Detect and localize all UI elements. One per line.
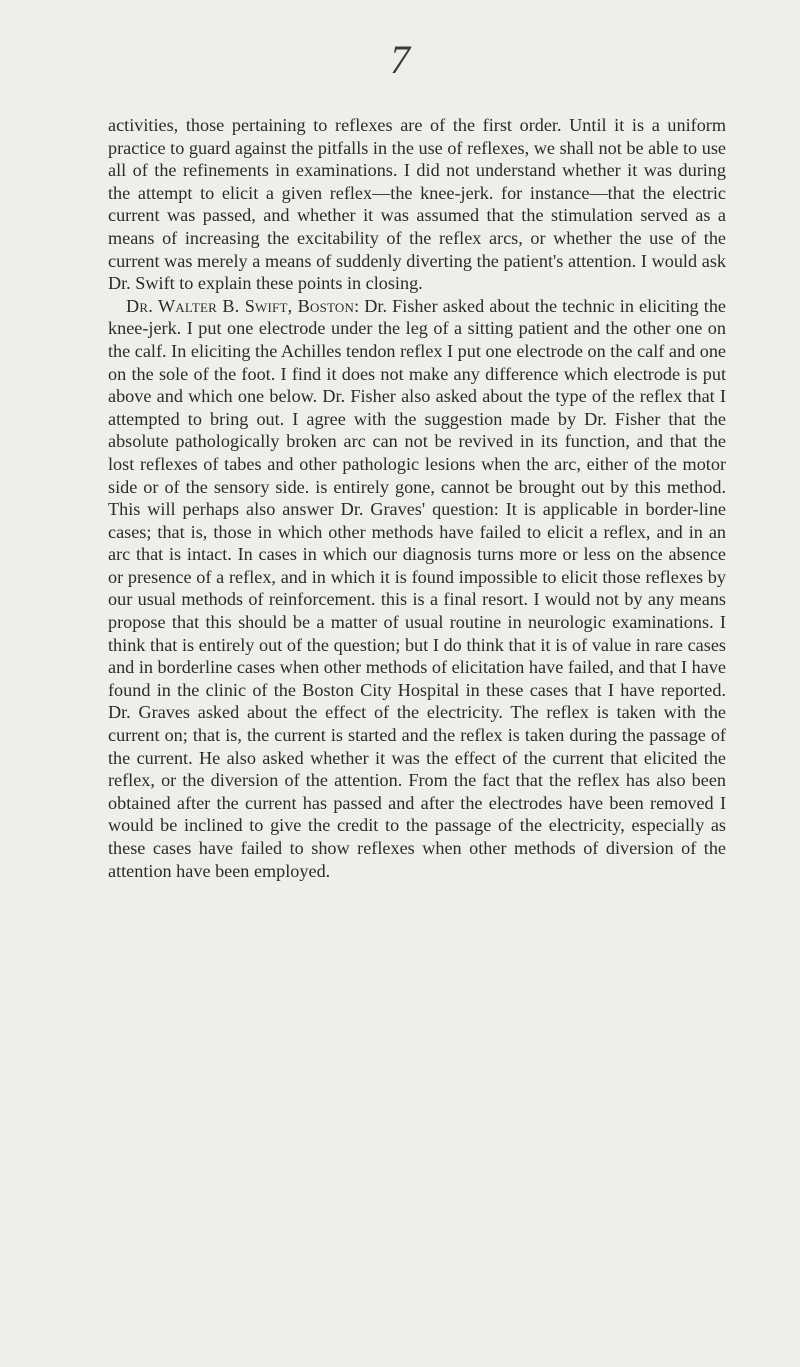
body-text: [108, 114, 726, 882]
paragraph-swift-reply: [108, 295, 726, 882]
paragraph-continuation: activities, those pertaining to reflexes are of the first order. Until it is a uniform practice to guard against the pitfalls in the use of reflexes, we shall not be able to use all of the refinements in examinations. I did not understand whether it was during the attempt to elicit a given reflex—the knee-jerk. for instance—that the electric current was passed, and whether it was assumed that the stimulation served as a means of increasing the excitability of the reflex arcs, or whether the use of the current was merely a means of suddenly diverting the patient's attention. I would ask Dr. Swift to explain these points in closing.: [108, 115, 726, 294]
paragraph-body: : Dr. Fisher asked about the technic in eliciting the knee-jerk. I put one electrode under the leg of a sitting patient and the other one on the calf. In eliciting the Achilles tendon reflex I put one electrode on the calf and one on the sole of the foot. I find it does not make any difference which electrode is put above and which one below. Dr. Fisher also asked about the type of the reflex that I attempted to bring out. I agree with the suggestion made by Dr. Fisher that the absolute pathologically broken arc can not be revived in its function, and that the lost reflexes of tabes and other pathologic lesions when the arc, either of the motor side or of the sensory side. is entirely gone, cannot be brought out by this method. This will perhaps also answer Dr. Graves' question: It is applicable in border-line cases; that is, those in which other methods have failed to elicit a reflex, and in an arc that is intact. In cases in which our diagnosis turns more or less on the absence or presence of a reflex, and in which it is found impossible to elicit those reflexes by our usual methods of reinforcement. this is a final resort. I would not by any means propose that this should be a matter of usual routine in neurologic examinations. I think that is entirely out of the question; but I do think that it is of value in rare cases and in borderline cases when other methods of elicitation have failed, and that I have found in the clinic of the Boston City Hospital in these cases that I have reported. Dr. Graves asked about the effect of the electricity. The reflex is taken with the current on; that is, the current is started and the reflex is taken during the passage of the current. He also asked whether it was the effect of the current that elicited the reflex, or the diversion of the attention. From the fact that the reflex has also been obtained after the current has passed and after the electrodes have been removed I would be inclined to give the credit to the passage of the electricity, especially as these cases have failed to show reflexes when other methods of diversion of the attention have been employed.: [108, 295, 726, 881]
page-number: 7: [390, 37, 410, 82]
speaker-name: Dr. Walter B. Swift, Boston: [126, 295, 355, 316]
